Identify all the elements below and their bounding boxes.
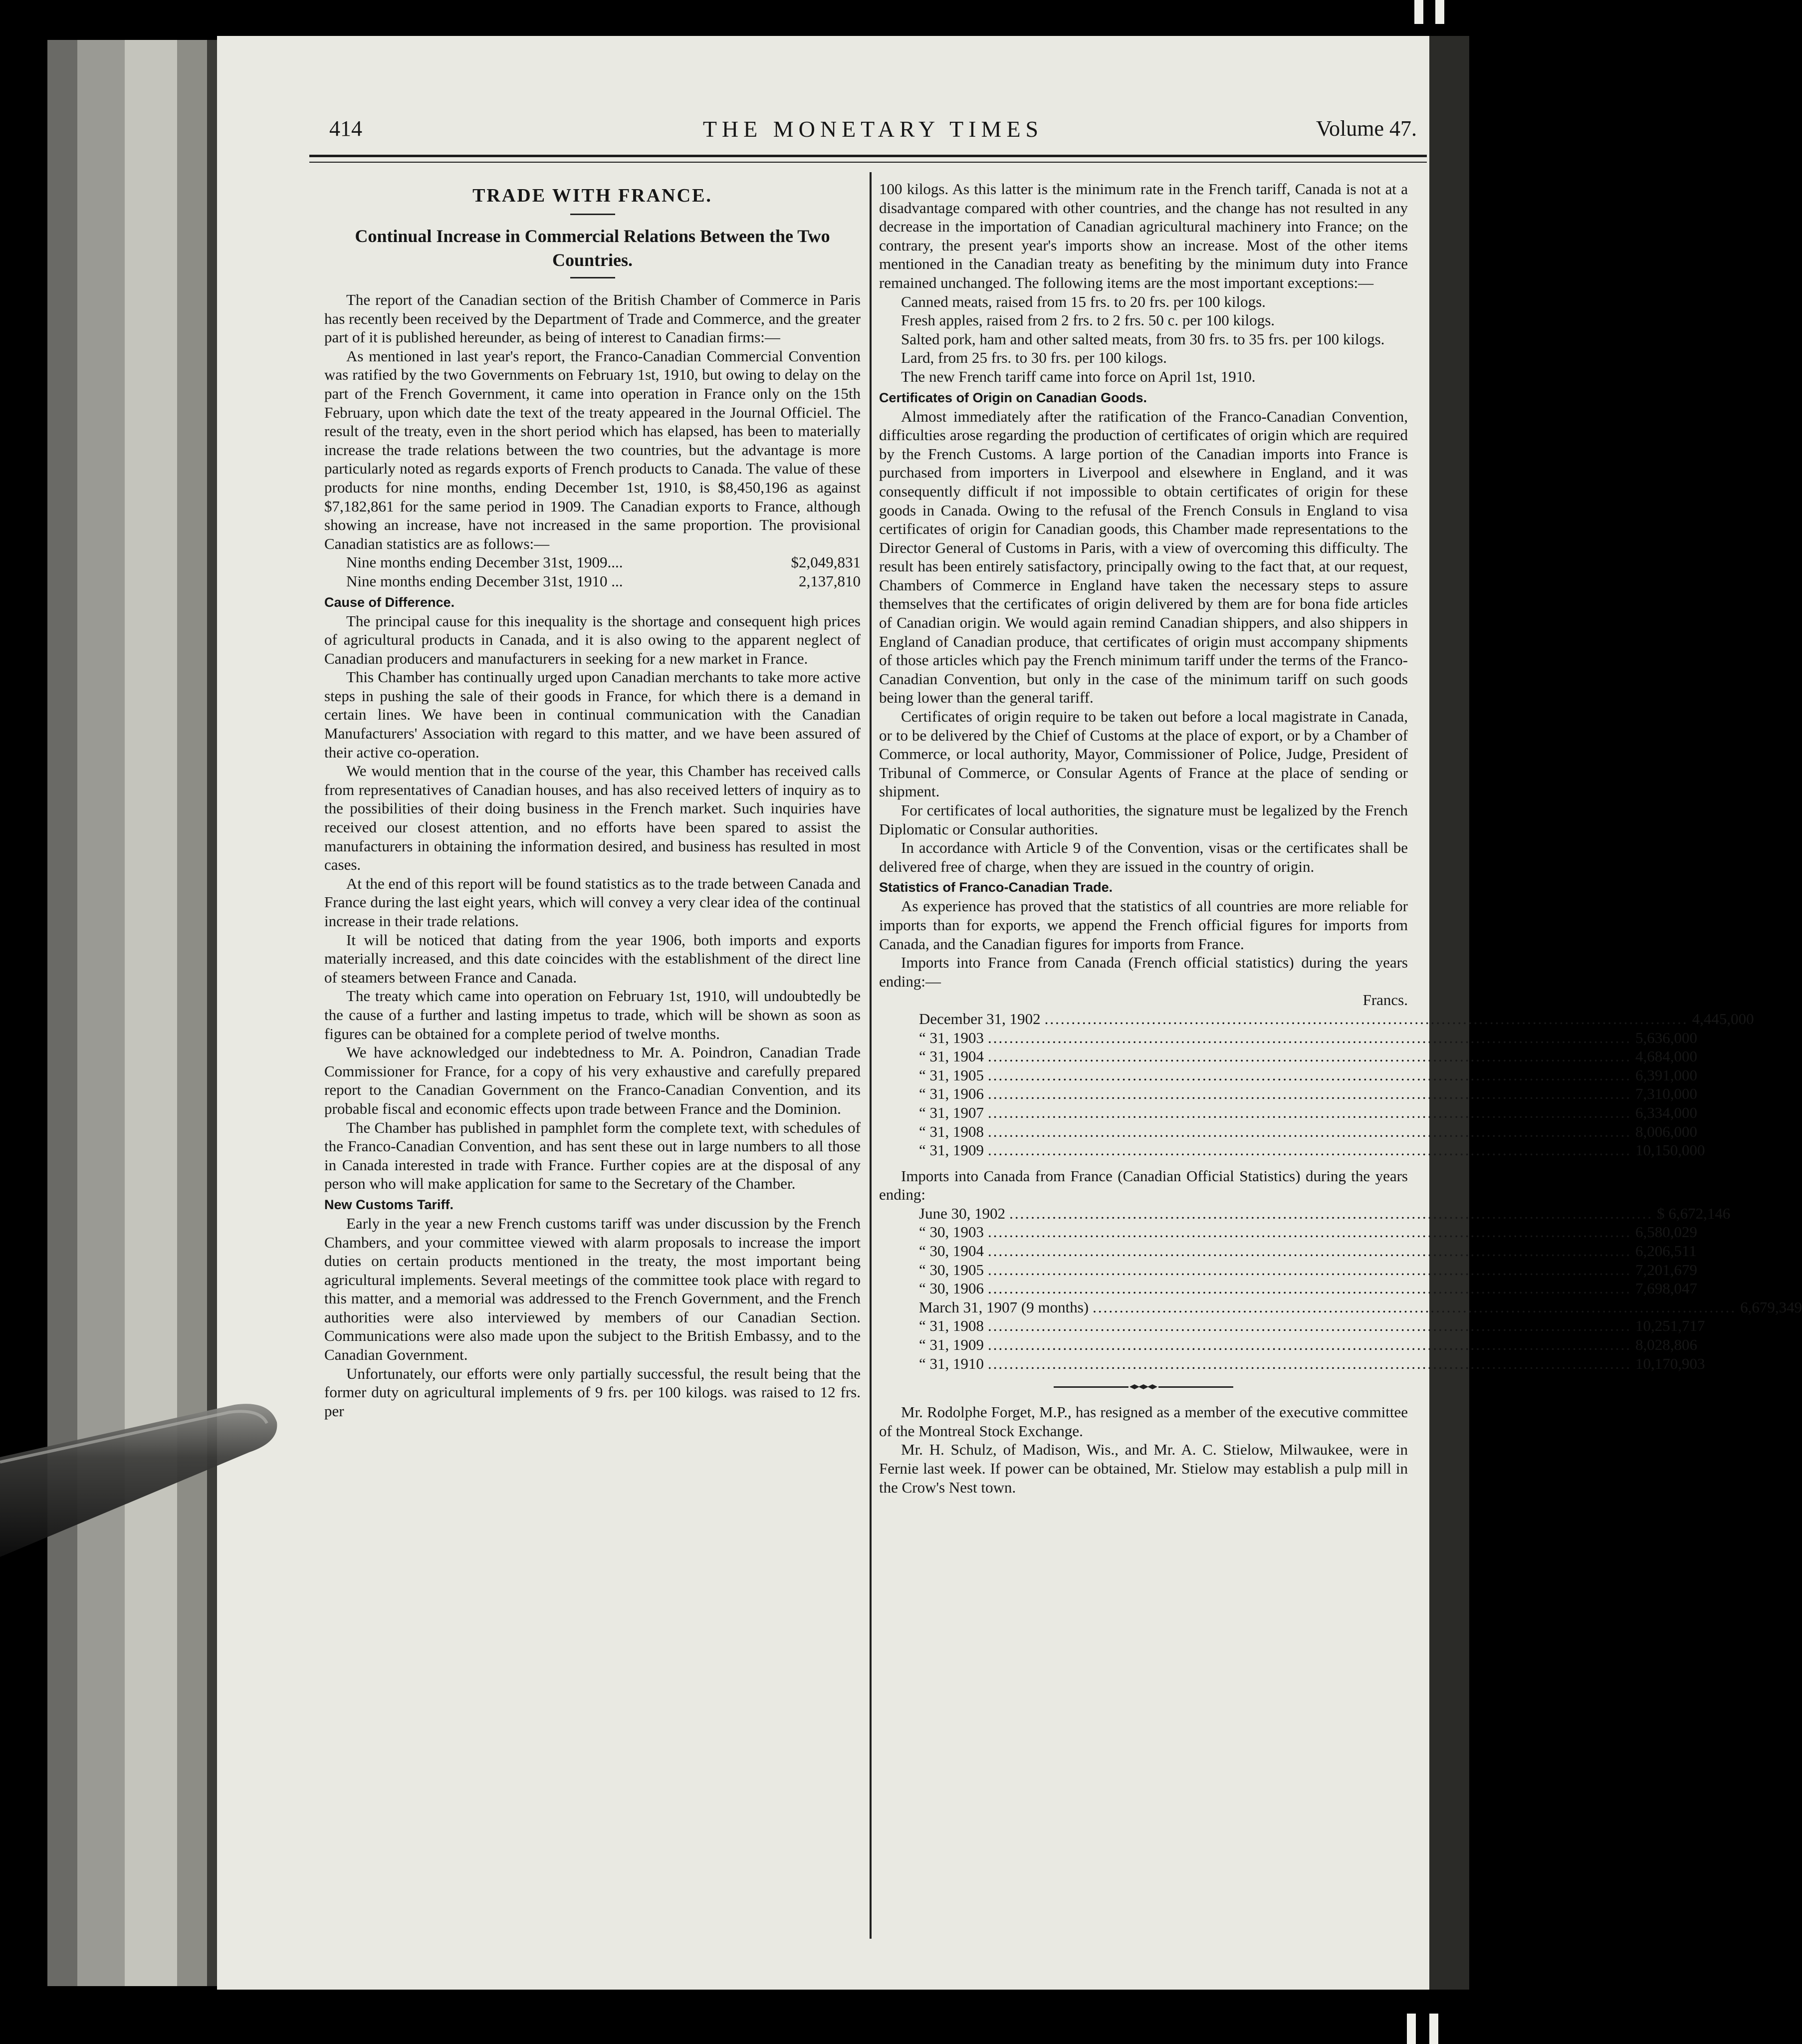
- table-row: [879, 1010, 1754, 1028]
- leader-dots: ........................................................................................................................: [988, 1279, 1632, 1297]
- leader-dots: ........................................................................................................................: [988, 1028, 1632, 1046]
- article-title: TRADE WITH FRANCE.: [472, 185, 712, 206]
- paragraph: Salted pork, ham and other salted meats, from 30 frs. to 35 frs. per 100 kilogs.: [901, 330, 1385, 348]
- table-row-label: “ 31, 1906: [919, 1085, 984, 1103]
- section-heading: Certificates of Origin on Canadian Goods.: [879, 390, 1147, 405]
- table-row-value: 7,310,000: [1635, 1085, 1698, 1103]
- paragraph: At the end of this report will be found statistics as to the trade between Canada and France during the last eight years, which will convey a very clear idea of the continual increase in their trade relations.: [324, 874, 861, 930]
- title-rule: [570, 214, 615, 215]
- table-row-label: “ 31, 1904: [919, 1047, 984, 1065]
- table-row-label: “ 31, 1909: [919, 1336, 984, 1354]
- paragraph: Unfortunately, our efforts were only partially successful, the result being that the former duty on agricultural implements of 9 frs. per 100 kilogs. was raised to 12 frs. per: [324, 1364, 861, 1420]
- page-number: 414: [329, 116, 362, 141]
- paragraph: We would mention that in the course of the year, this Chamber has received calls from representatives of Canadian houses, and has also received letters of inquiry as to the possibilities of their doing business in the French market. Such inquiries have received our closest attention, and no efforts have been spared to assist the manufacturers in obtaining the information desired, and business has resulted in most cases.: [324, 762, 861, 874]
- article-subtitle: Continual Increase in Commercial Relations Between the Two Countries.: [355, 226, 830, 270]
- leader-dots: ........................................................................................................................: [988, 1085, 1632, 1103]
- column-divider: [870, 172, 872, 1939]
- publication-title: THE MONETARY TIMES: [702, 116, 1044, 142]
- left-column: [324, 180, 861, 1420]
- table-row-value: 10,150,000: [1635, 1141, 1705, 1159]
- table-row: [879, 1028, 1698, 1047]
- table-row-value: 5,636,000: [1635, 1028, 1698, 1046]
- table-row-label: “ 31, 1910: [919, 1354, 984, 1372]
- table-row-label: “ 30, 1906: [919, 1279, 984, 1297]
- ornament-divider: [1054, 1384, 1233, 1390]
- table-row-value: 8,028,806: [1635, 1336, 1698, 1354]
- leader-dots: ........................................................................................................................: [988, 1122, 1632, 1140]
- paragraph: For certificates of local authorities, the signature must be legalized by the French Diplomatic or Consular authorities.: [879, 801, 1408, 838]
- paragraph: The new French tariff came into force on April 1st, 1910.: [901, 367, 1256, 385]
- leader-dots: ........................................................................................................................: [988, 1336, 1632, 1354]
- paragraph: Canned meats, raised from 15 frs. to 20 frs. per 100 kilogs.: [901, 292, 1266, 310]
- table-row-label: “ 31, 1909: [919, 1141, 984, 1159]
- paragraph: Mr. Rodolphe Forget, M.P., has resigned as a member of the executive committee of the Montreal Stock Exchange.: [879, 1403, 1408, 1440]
- table-row: [879, 1084, 1698, 1103]
- paragraph: Imports into France from Canada (French official statistics) during the years ending:—: [879, 954, 1408, 990]
- paragraph: Imports into Canada from France (Canadian Official Statistics) during the years ending:: [879, 1167, 1408, 1204]
- table-row: [879, 1354, 1705, 1373]
- table-row-label: March 31, 1907 (9 months): [919, 1298, 1089, 1316]
- paragraph: The treaty which came into operation on February 1st, 1910, will undoubtedly be the cause of a further and lasting impetus to trade, which will be shown as soon as figures can be obtained for a complete period of twelve months.: [324, 987, 861, 1042]
- table-row-label: “ 31, 1905: [919, 1066, 984, 1084]
- table-row-value: 7,201,679: [1635, 1261, 1698, 1278]
- table-row: [879, 1335, 1698, 1354]
- table-row-value: 10,170,903: [1635, 1354, 1705, 1372]
- leader-dots: ........................................................................................................................: [988, 1066, 1632, 1084]
- table-row-label: “ 31, 1908: [919, 1122, 984, 1140]
- table-row: [879, 1298, 1802, 1317]
- leader-dots: ........................................................................................................................: [988, 1141, 1632, 1159]
- table-row-label: December 31, 1902: [919, 1010, 1041, 1027]
- table-row: [879, 1047, 1698, 1066]
- stat-line: [324, 572, 861, 591]
- film-marks-top: [1404, 0, 1454, 30]
- paragraph: In accordance with Article 9 of the Convention, visas or the certificates shall be delivered free of charge, when they are issued in the country of origin.: [879, 839, 1408, 875]
- header-rule-thin: [309, 162, 1427, 163]
- table-row-label: June 30, 1902: [919, 1204, 1006, 1222]
- paragraph: This Chamber has continually urged upon Canadian merchants to take more active steps in pushing the sale of their goods in France, for which there is a demand in certain lines. We have been in continual communication with the Canadian Manufacturers' Association with regard to this matter, and we have been assured of their active co-operation.: [324, 668, 861, 761]
- leader-dots: ........................................................................................................................: [988, 1354, 1632, 1372]
- table-row: [879, 1122, 1698, 1141]
- table-row-value: 6,580,029: [1635, 1223, 1698, 1241]
- table-row-value: 4,445,000: [1692, 1010, 1754, 1027]
- header-rule: [309, 155, 1427, 157]
- canada-imports-table: [879, 1204, 1802, 1373]
- binding-strip: [47, 40, 77, 1986]
- subtitle-rule: [570, 277, 615, 278]
- section-heading: Statistics of Franco-Canadian Trade.: [879, 880, 1113, 895]
- table-row: [879, 1103, 1698, 1122]
- paragraph: Certificates of origin require to be taken out before a local magistrate in Canada, or to be delivered by the Chief of Customs at the place of export, or by a Chamber of Commerce, or local authority, Mayor, Commissioner of Police, Judge, President of Tribunal of Commerce, or Consular Agents of France at the place of sending or shipment.: [879, 708, 1408, 800]
- section-heading: New Customs Tariff.: [324, 1197, 454, 1212]
- table-row-label: “ 30, 1905: [919, 1261, 984, 1278]
- stat-label: Nine months ending December 31st, 1909....: [346, 553, 623, 571]
- leader-dots: ........................................................................................................................: [988, 1223, 1632, 1241]
- table-row-label: “ 31, 1908: [919, 1317, 984, 1335]
- table-row-label: “ 30, 1904: [919, 1242, 984, 1260]
- volume-label: Volume 47.: [1316, 116, 1417, 141]
- table-row-label: “ 30, 1903: [919, 1223, 984, 1241]
- leader-dots: ........................................................................................................................: [1093, 1298, 1737, 1316]
- table-row-value: 10,251,717: [1635, 1317, 1705, 1335]
- table-row-value: 4,684,000: [1635, 1047, 1698, 1065]
- right-column: [879, 180, 1802, 1497]
- binding-strip: [177, 40, 207, 1986]
- paragraph: Lard, from 25 frs. to 30 frs. per 100 kilogs.: [901, 349, 1167, 367]
- table-row: [879, 1141, 1705, 1160]
- running-header: [329, 116, 1417, 148]
- table-row-value: $ 6,672,146: [1657, 1204, 1731, 1222]
- leader-dots: ........................................................................................................................: [1009, 1204, 1653, 1222]
- stat-label: Nine months ending December 31st, 1910 ...: [346, 572, 623, 590]
- paragraph: The report of the Canadian section of the British Chamber of Commerce in Paris has recently been received by the Department of Trade and Commerce, and the greater part of it is published hereunder, as being of interest to Canadian firms:—: [324, 291, 861, 346]
- binding-strip: [125, 40, 177, 1986]
- leader-dots: ........................................................................................................................: [1044, 1010, 1688, 1027]
- film-marks-bottom: [1392, 2009, 1452, 2044]
- paragraph: It will be noticed that dating from the year 1906, both imports and exports materially increased, and this date coincides with the establishment of the direct line of steamers between France and Canada.: [324, 931, 861, 986]
- leader-dots: ........................................................................................................................: [988, 1261, 1632, 1278]
- paragraph: As experience has proved that the statistics of all countries are more reliable for imports than for exports, we append the French official figures for imports from Canada, and the Canadian figures for imports from France.: [879, 897, 1408, 953]
- table-row-label: “ 31, 1907: [919, 1103, 984, 1121]
- leader-dots: ........................................................................................................................: [988, 1242, 1632, 1260]
- table-row-value: 7,698,047: [1635, 1279, 1698, 1297]
- table-row: [879, 1066, 1698, 1085]
- stat-value: 2,137,810: [799, 572, 861, 590]
- paragraph: Fresh apples, raised from 2 frs. to 2 frs. 50 c. per 100 kilogs.: [901, 311, 1275, 329]
- stat-line: [324, 553, 861, 572]
- table-row-value: 6,334,000: [1635, 1103, 1698, 1121]
- table-unit: Francs.: [1362, 991, 1408, 1009]
- table-row-value: 6,391,000: [1635, 1066, 1698, 1084]
- table-row-value: 8,006,000: [1635, 1122, 1698, 1140]
- leader-dots: ........................................................................................................................: [988, 1103, 1632, 1121]
- paragraph: 100 kilogs. As this latter is the minimum rate in the French tariff, Canada is not at a disadvantage compared with other countries, and the change has not resulted in any decrease in the importation of Canadian agricultural machinery into France; on the contrary, the present year's imports show an increase. Most of the other items mentioned in the Canadian treaty as benefiting by the minimum duty into France remained unchanged. The following items are the most important exceptions:—: [879, 180, 1408, 291]
- binding-strip: [207, 40, 217, 1986]
- table-row: [879, 1204, 1731, 1223]
- stat-value: $2,049,831: [791, 553, 861, 571]
- table-row: [879, 1242, 1697, 1261]
- france-imports-table: [879, 1010, 1754, 1160]
- table-row: [879, 1316, 1705, 1335]
- leader-dots: ........................................................................................................................: [988, 1047, 1632, 1065]
- table-row-value: 6,206,511: [1635, 1242, 1697, 1260]
- table-row-label: “ 31, 1903: [919, 1028, 984, 1046]
- table-row: [879, 1261, 1698, 1279]
- leader-dots: ........................................................................................................................: [988, 1317, 1632, 1335]
- paragraph: The principal cause for this inequality is the shortage and consequent high prices of agricultural products in Canada, and it is also owing to the apparent neglect of Canadian producers and manufacturers in seeking for a new market in France.: [324, 612, 861, 667]
- paragraph: The Chamber has published in pamphlet form the complete text, with schedules of the Franco-Canadian Convention, and has sent these out in large numbers to all those in Canada interested in trade with France. Further copies are at the disposal of any person who will make application for same to the Secretary of the Chamber.: [324, 1118, 861, 1193]
- ornament-icon: [1128, 1384, 1158, 1390]
- table-row: [879, 1279, 1698, 1298]
- paragraph: Mr. H. Schulz, of Madison, Wis., and Mr. A. C. Stielow, Milwaukee, were in Fernie last week. If power can be obtained, Mr. Stielow may establish a pulp mill in the Crow's Nest town.: [879, 1441, 1408, 1496]
- binding-strip: [77, 40, 125, 1986]
- paragraph: As mentioned in last year's report, the Franco-Canadian Commercial Convention was ratified by the two Governments on February 1st, 1910, but owing to delay on the part of the French Government, it came into operation in France only on the 15th February, upon which date the text of the treaty appeared in the Journal Officiel. The result of the treaty, even in the short period which has elapsed, has been to materially increase the trade relations between the two countries, but the advantage is more particularly noted as regards exports of French products to Canada. The value of these products for nine months, ending December 1st, 1910, is $8,450,196 as against $7,182,861 for the same period in 1909. The Canadian exports to France, although showing an increase, have not increased in the same proportion. The provisional Canadian statistics are as follows:—: [324, 347, 861, 552]
- pen-shadow: [0, 1392, 282, 1557]
- paragraph: Early in the year a new French customs tariff was under discussion by the French Chambers, and your committee viewed with alarm proposals to increase the import duties on certain products mentioned in the treaty, the most important being agricultural implements. Several meetings of the committee took place with regard to this matter, and a memorial was addressed to the French Government, and the French authorities were also interviewed by members of our Canadian Section. Communications were also made upon the subject to the British Embassy, and to the Canadian Government.: [324, 1214, 861, 1364]
- paragraph: Almost immediately after the ratification of the Franco-Canadian Convention, difficulties arose regarding the production of certificates of origin which are required by the French Customs. A large portion of the Canadian imports into France is purchased from importers in Liverpool and elsewhere in England, and it was consequently difficult if not impossible to obtain certificates of origin for these goods in Canada. Owing to the refusal of the French Consuls in England to visa certificates of origin for Canadian goods, this Chamber made representations to the Director General of Customs in Paris, with a view of overcoming this difficulty. The result has been entirely satisfactory, principally owing to the fact that, at our request, Chambers of Commerce in England have taken the necessary steps to assure themselves that the certificates of origin delivered by them are for bona fide articles of Canadian origin. We would again remind Canadian shippers, and also shippers in England of Canadian produce, that certificates of origin must accompany shipments of those articles which pay the French minimum tariff under the terms of the Franco-Canadian Convention, but only in the case of the minimum tariff on such goods being lower than the general tariff.: [879, 407, 1408, 707]
- table-row: [879, 1223, 1698, 1242]
- section-heading: Cause of Difference.: [324, 594, 455, 610]
- paragraph: We have acknowledged our indebtedness to Mr. A. Poindron, Canadian Trade Commissioner for France, for a copy of his very exhaustive and carefully prepared report to the Canadian Government on the Franco-Canadian Convention, and its probable fiscal and economic effects upon trade between France and the Dominion.: [324, 1043, 861, 1117]
- table-row-value: 6,679,349: [1740, 1298, 1802, 1316]
